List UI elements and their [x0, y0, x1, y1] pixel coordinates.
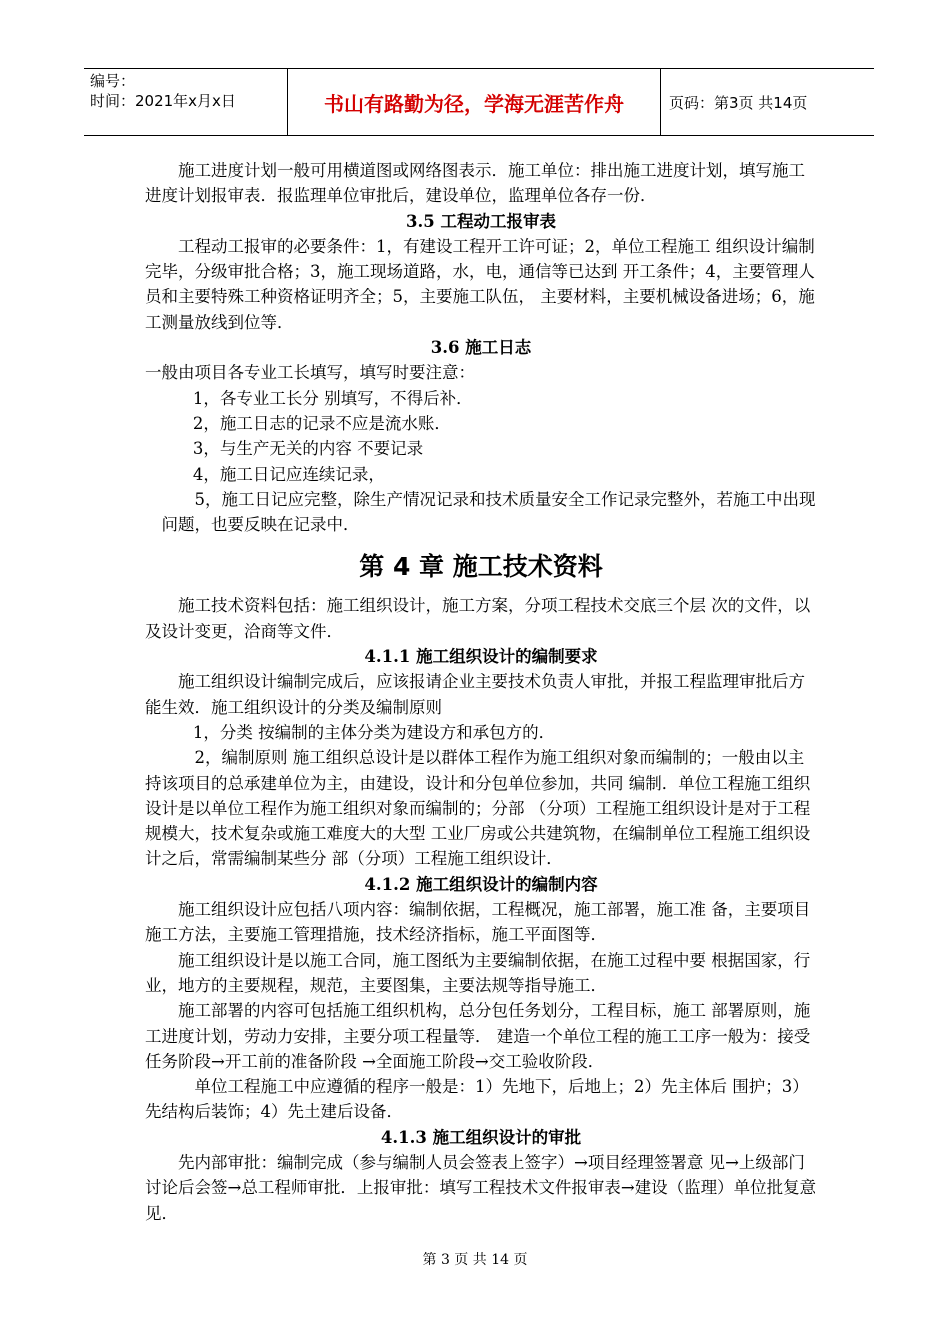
section-heading-4-1-1: 4.1.1 施工组织设计的编制要求	[364, 647, 598, 667]
paragraph: 施工技术资料包括：施工组织设计，施工方案，分项工程技术交底三个层 次的文件，以及设计变更，洽商等文件．	[145, 596, 811, 641]
document-time-label: 时间：2021年x月x日	[90, 92, 236, 110]
paragraph: 施工组织设计是以施工合同，施工图纸为主要编制依据，在施工过程中要 根据国家，行业，地方的主要规程，规范，主要图集，主要法规等指导施工．	[145, 950, 811, 995]
list-item: 3，与生产无关的内容 不要记录	[192, 439, 424, 459]
page-header	[84, 68, 874, 136]
section-heading-3-5: 3.5 工程动工报审表	[406, 211, 556, 231]
section-heading-4-1-2: 4.1.2 施工组织设计的编制内容	[364, 874, 598, 894]
document-body	[145, 158, 817, 1226]
chapter-title: 第 4 章 施工技术资料	[359, 552, 603, 582]
list-item: 5，施工日记应完整，除生产情况记录和技术质量安全工作记录完整外，若施工中出现问题，也要反映在记录中．	[161, 489, 816, 535]
section-heading-4-1-3: 4.1.3 施工组织设计的审批	[380, 1127, 582, 1147]
paragraph: 工程动工报审的必要条件：1，有建设工程开工许可证；2，单位工程施工 组织设计编制完毕，分级审批合格；3，施工现场道路，水，电，通信等已达到 开工条件；4，主要管理人员和主要特殊工种资格证明齐全；5，主要施工队伍， 主要材料，主要机械设备进场；6，施工测量放线到位等．	[145, 236, 815, 332]
page-footer: 第 3 页 共 14 页	[422, 1252, 528, 1268]
paragraph: 施工组织设计应包括八项内容：编制依据，工程概况，施工部署，施工准 备，主要项目施工方法，主要施工管理措施，技术经济指标，施工平面图等．	[145, 900, 811, 945]
header-motto: 书山有路勤为径，学海无涯苦作舟	[287, 69, 661, 135]
paragraph: 1，分类 按编制的主体分类为建设方和承包方的．	[192, 722, 556, 742]
list-item: 4，施工日记应连续记录，	[192, 464, 385, 484]
paragraph: 施工部署的内容可包括施工组织机构，总分包任务划分，工程目标，施工 部署原则，施工进度计划，劳动力安排，主要分项工程量等． 建造一个单位工程的施工工序一般为：接受任务阶段→开工前的准备阶段 →全面施工阶段→交工验收阶段．	[145, 1001, 811, 1071]
header-page-info: 页码：第3页 共14页	[669, 93, 808, 112]
paragraph: 2，编制原则 施工组织总设计是以群体工程作为施工组织对象而编制的；一般由以主持该项目的总承建单位为主，由建设，设计和分包单位参加，共同 编制．单位工程施工组织设计是以单位工程作为施工组织对象而编制的；分部 （分项）工程施工组织设计是对于工程规模大，技术复杂或施工难度大的大型 工业厂房或公共建筑物，在编制单位工程施工组织设计之后，常需编制某些分 部（分项）工程施工组织设计．	[145, 748, 811, 869]
header-left	[84, 69, 287, 135]
document-number-label: 编号：	[90, 72, 136, 90]
list-item: 2，施工日志的记录不应是流水账．	[192, 413, 451, 433]
list-item: 1，各专业工长分 别填写，不得后补．	[192, 388, 473, 408]
paragraph: 施工进度计划一般可用横道图或网络图表示．施工单位：排出施工进度计划，填写施工进度计划报审表．报监理单位审批后，建设单位，监理单位各存一份．	[145, 161, 805, 206]
paragraph: 施工组织设计编制完成后，应该报请企业主要技术负责人审批，并报工程监理审批后方能生效．施工组织设计的分类及编制原则	[145, 672, 805, 717]
paragraph: 单位工程施工中应遵循的程序一般是：1）先地下，后地上；2）先主体后 围护；3）先结构后装饰；4）先土建后设备．	[145, 1077, 809, 1122]
section-heading-3-6: 3.6 施工日志	[430, 338, 532, 358]
paragraph: 先内部审批：编制完成（参与编制人员会签表上签字）→项目经理签署意 见→上级部门讨论后会签→总工程师审批．上报审批：填写工程技术文件报审表→建设（监理）单位批复意见．	[145, 1152, 817, 1223]
paragraph: 一般由项目各专业工长填写，填写时要注意：	[145, 363, 475, 383]
